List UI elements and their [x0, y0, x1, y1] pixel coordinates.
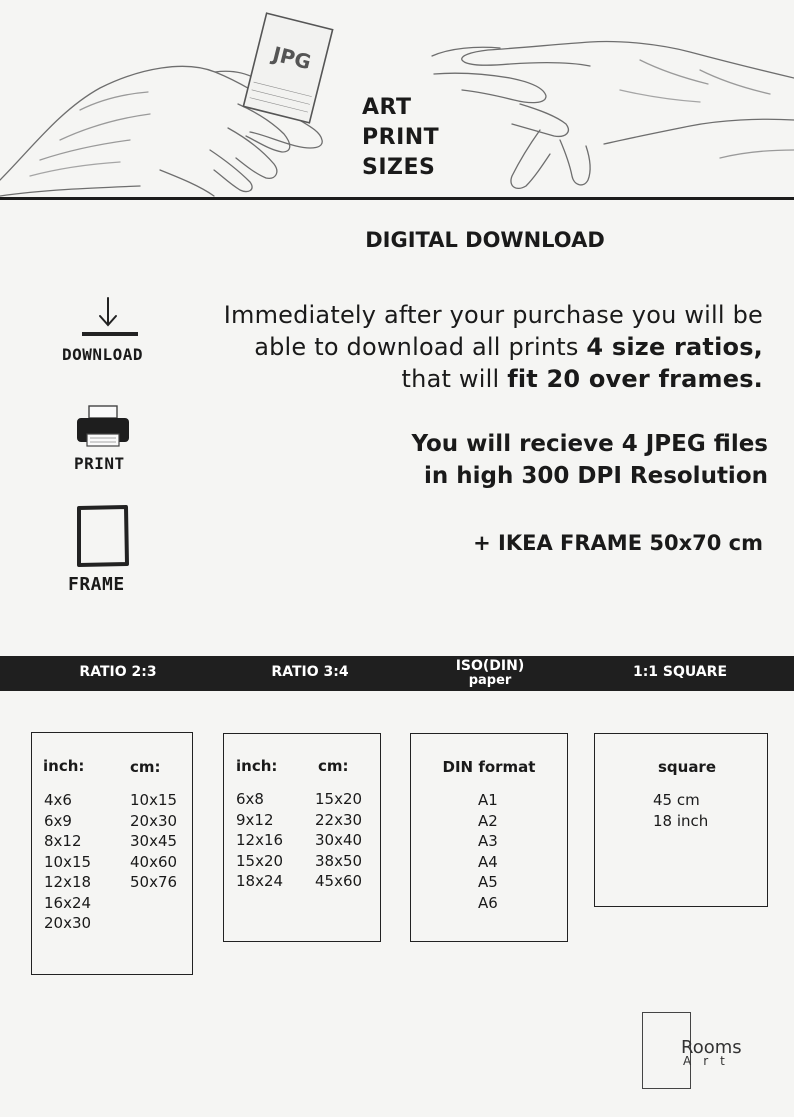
frame-icon: [76, 505, 130, 567]
title-line-1: ART: [362, 95, 412, 120]
list-item: 6x8: [236, 790, 264, 808]
list-item: 12x18: [44, 873, 92, 891]
iso-din-line-1: ISO(DIN): [455, 658, 525, 674]
list-item: A5: [478, 873, 498, 891]
section-title: DIGITAL DOWNLOAD: [365, 228, 605, 252]
ratio-2-3-cm-list: [130, 790, 177, 893]
list-item: A4: [478, 852, 498, 871]
intro-line-2: [254, 333, 763, 361]
intro-frames: fit 20 over frames.: [507, 365, 763, 393]
intro-size-ratios: 4 size ratios,: [586, 333, 763, 361]
list-item: 50x76: [130, 873, 178, 891]
download-icon: [82, 296, 138, 338]
ratio-2-3-label: RATIO 2:3: [79, 664, 157, 680]
intro-line-2-text: able to download all prints: [254, 333, 587, 361]
logo-art-text: Art: [683, 1054, 737, 1068]
list-item: 6x9: [44, 811, 72, 830]
printer-icon: [75, 404, 131, 450]
list-item: A6: [478, 893, 498, 912]
list-item: 4x6: [44, 791, 72, 809]
title-line-2: PRINT: [362, 125, 440, 150]
ratio-3-4-cm-list: [315, 789, 362, 892]
intro-line-1: Immediately after your purchase you will be: [223, 301, 763, 329]
square-ratio-label: 1:1 SQUARE: [632, 664, 728, 680]
list-item: 45x60: [315, 872, 363, 890]
ratio-3-4-inch-header: inch:: [236, 757, 278, 775]
list-item: 38x50: [315, 851, 363, 870]
list-item: 20x30: [44, 914, 92, 932]
logo-rooms-text: Rooms: [681, 1037, 742, 1058]
list-item: A2: [478, 811, 498, 830]
list-item: 9x12: [236, 810, 274, 829]
list-item: 30x40: [315, 831, 363, 849]
ratio-3-4-label: RATIO 3:4: [271, 664, 349, 680]
list-item: 18 inch: [653, 811, 709, 830]
intro-line-3-text: that will: [401, 365, 508, 393]
list-item: 8x12: [44, 832, 82, 850]
list-item: 16x24: [44, 893, 92, 912]
ratio-2-3-inch-list: [44, 790, 91, 934]
download-label: DOWNLOAD: [62, 345, 144, 364]
din-header: DIN format: [442, 758, 536, 776]
list-item: 20x30: [130, 811, 178, 830]
title-line-3: SIZES: [362, 155, 436, 180]
intro-line-3: [402, 365, 763, 393]
list-item: 10x15: [44, 852, 92, 871]
frame-label: FRAME: [68, 574, 125, 595]
list-item: A1: [478, 791, 498, 809]
ikea-frame-note: + IKEA FRAME 50x70 cm: [473, 531, 763, 555]
list-item: 18x24: [236, 872, 284, 890]
iso-din-line-2: paper: [468, 673, 512, 688]
files-note-line-2: in high 300 DPI Resolution: [423, 463, 768, 489]
list-item: 12x16: [236, 831, 284, 849]
list-item: 30x45: [130, 832, 178, 850]
ratio-3-4-cm-header: cm:: [318, 757, 349, 775]
list-item: 15x20: [315, 790, 363, 808]
ratio-2-3-cm-header: cm:: [130, 758, 161, 776]
ratio-band: [0, 656, 794, 691]
din-list: [478, 790, 498, 913]
header-divider: [0, 197, 794, 200]
iso-din-label: [430, 658, 550, 687]
square-header: square: [657, 758, 717, 776]
list-item: 40x60: [130, 852, 178, 871]
square-list: [653, 790, 708, 831]
jpg-card-text: JPG: [270, 41, 314, 75]
list-item: 22x30: [315, 810, 363, 829]
ratio-2-3-inch-header: inch:: [43, 757, 85, 775]
list-item: 10x15: [130, 791, 178, 809]
ratio-3-4-inch-list: [236, 789, 283, 892]
list-item: 45 cm: [653, 791, 700, 809]
list-item: A3: [478, 832, 498, 850]
files-note-line-1: You will recieve 4 JPEG files: [411, 431, 768, 457]
print-label: PRINT: [74, 454, 125, 473]
list-item: 15x20: [236, 851, 284, 870]
